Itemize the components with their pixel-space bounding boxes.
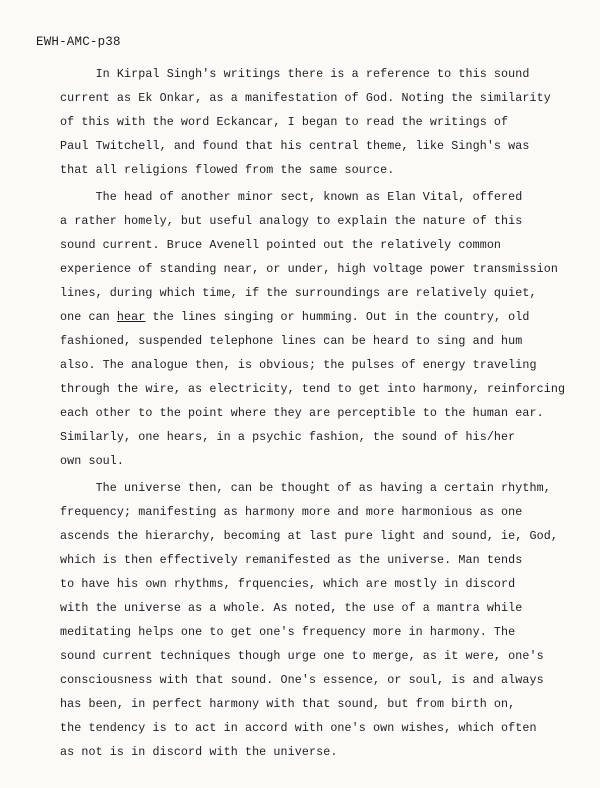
text-line: with the universe as a whole. As noted, the use of a mantra while xyxy=(60,601,523,615)
text-line: The head of another minor sect, known as Elan Vital, offered xyxy=(60,190,523,204)
page-header: EWH-AMC-p38 xyxy=(36,35,121,49)
text-line: own soul. xyxy=(60,454,125,468)
text-line: as not is in discord with the universe. xyxy=(60,745,338,759)
text-line: experience of standing near, or under, high voltage power transmission xyxy=(60,262,558,276)
text-line: sound current. Bruce Avenell pointed out the relatively common xyxy=(60,238,502,252)
text-line: of this with the word Eckancar, I began to read the writings of xyxy=(60,115,509,129)
text-line: through the wire, as electricity, tend to get into harmony, reinforcing xyxy=(60,382,566,396)
underlined-word: hear xyxy=(116,310,146,324)
document-body xyxy=(60,62,580,764)
text-line: each other to the point where they are perceptible to the human ear. xyxy=(60,406,544,420)
text-line: ascends the hierarchy, becoming at last pure light and sound, ie, God, xyxy=(60,529,558,543)
text-line: fashioned, suspended telephone lines can be heard to sing and hum xyxy=(60,334,523,348)
text-line: In Kirpal Singh's writings there is a reference to this sound xyxy=(60,67,530,81)
text-line: a rather homely, but useful analogy to explain the nature of this xyxy=(60,214,523,228)
text-line: that all religions flowed from the same source. xyxy=(60,163,395,177)
text-line: Paul Twitchell, and found that his central theme, like Singh's was xyxy=(60,139,530,153)
text-line: meditating helps one to get one's frequency more in harmony. The xyxy=(60,625,516,639)
text-line: The universe then, can be thought of as having a certain rhythm, xyxy=(60,481,551,495)
paragraph xyxy=(60,62,580,182)
text-line: Similarly, one hears, in a psychic fashion, the sound of his/her xyxy=(60,430,516,444)
text-line: one can hear the lines singing or humming. Out in the country, old xyxy=(60,310,530,324)
text-line: lines, during which time, if the surroundings are relatively quiet, xyxy=(60,286,537,300)
text-line: sound current techniques though urge one to merge, as it were, one's xyxy=(60,649,544,663)
text-line: frequency; manifesting as harmony more and more harmonious as one xyxy=(60,505,523,519)
text-line: the tendency is to act in accord with one's own wishes, which often xyxy=(60,721,537,735)
paragraph xyxy=(60,476,580,764)
text-line: also. The analogue then, is obvious; the pulses of energy traveling xyxy=(60,358,537,372)
text-line: has been, in perfect harmony with that sound, but from birth on, xyxy=(60,697,516,711)
text-line: consciousness with that sound. One's essence, or soul, is and always xyxy=(60,673,544,687)
text-line: current as Ek Onkar, as a manifestation of God. Noting the similarity xyxy=(60,91,551,105)
text-line: which is then effectively remanifested as the universe. Man tends xyxy=(60,553,523,567)
paragraph xyxy=(60,185,580,473)
text-line: to have his own rhythms, frquencies, which are mostly in discord xyxy=(60,577,516,591)
